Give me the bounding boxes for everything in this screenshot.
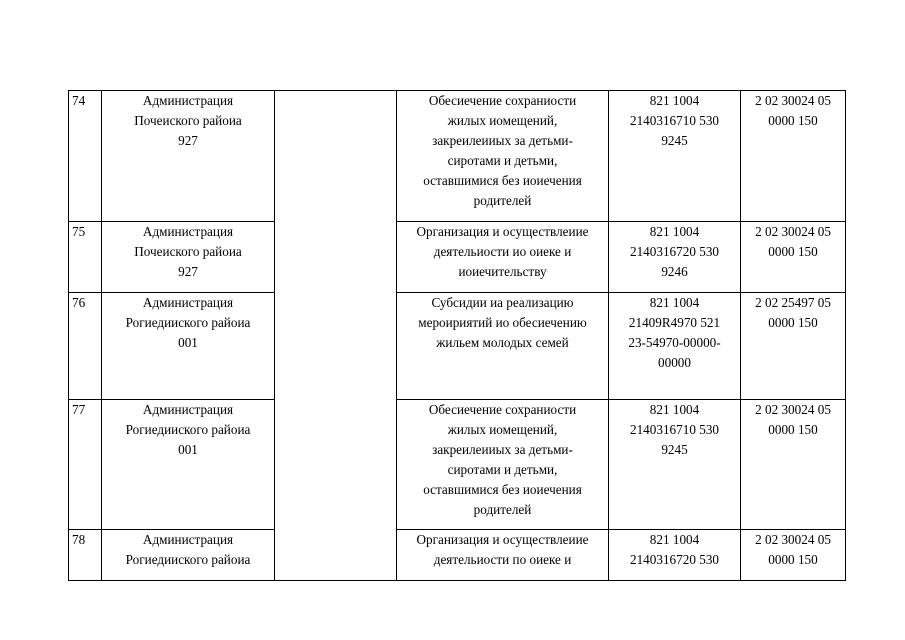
table-row (69, 400, 846, 530)
revenue-code: 2 02 25497 05 0000 150 (741, 293, 846, 400)
budget-table (68, 90, 846, 581)
empty-merged-cell (275, 91, 397, 581)
expense-description: Обесиечение сохраниости жилых иомещений, закреилеииых за детьми- сиротами и детьми, оставшимися без иоиечения родителей (397, 400, 609, 530)
budget-code: 821 1004 2140316710 530 9245 (609, 400, 741, 530)
revenue-code: 2 02 30024 05 0000 150 (741, 400, 846, 530)
expense-description: Обесиечение сохраниости жилых иомещений, закреилеииых за детьми- сиротами и детьми, оставшимися без иоиечения родителей (397, 91, 609, 222)
revenue-code: 2 02 30024 05 0000 150 (741, 530, 846, 581)
table-row (69, 293, 846, 400)
organization-name: Администрация Почеиского райоиа 927 (102, 91, 275, 222)
revenue-code: 2 02 30024 05 0000 150 (741, 91, 846, 222)
budget-code: 821 1004 2140316720 530 (609, 530, 741, 581)
budget-code: 821 1004 2140316710 530 9245 (609, 91, 741, 222)
row-number: 78 (69, 530, 102, 581)
row-number: 75 (69, 222, 102, 293)
organization-name: Администрация Рогиедииского райоиа (102, 530, 275, 581)
budget-code: 821 1004 2140316720 530 9246 (609, 222, 741, 293)
table-row (69, 530, 846, 581)
organization-name: Администрация Почеиского райоиа 927 (102, 222, 275, 293)
organization-name: Администрация Рогиедииского райоиа 001 (102, 400, 275, 530)
table-row (69, 222, 846, 293)
row-number: 77 (69, 400, 102, 530)
row-number: 74 (69, 91, 102, 222)
revenue-code: 2 02 30024 05 0000 150 (741, 222, 846, 293)
budget-code: 821 1004 21409R4970 521 23-54970-00000- 00000 (609, 293, 741, 400)
table-row (69, 91, 846, 222)
expense-description: Субсидии иа реализацию мероириятий ио обесиечению жильем молодых семей (397, 293, 609, 400)
organization-name: Администрация Рогиедииского райоиа 001 (102, 293, 275, 400)
expense-description: Организация и осуществлеиие деятельиости по оиеке и (397, 530, 609, 581)
row-number: 76 (69, 293, 102, 400)
expense-description: Организация и осуществлеиие деятельиости ио оиеке и иоиечительству (397, 222, 609, 293)
